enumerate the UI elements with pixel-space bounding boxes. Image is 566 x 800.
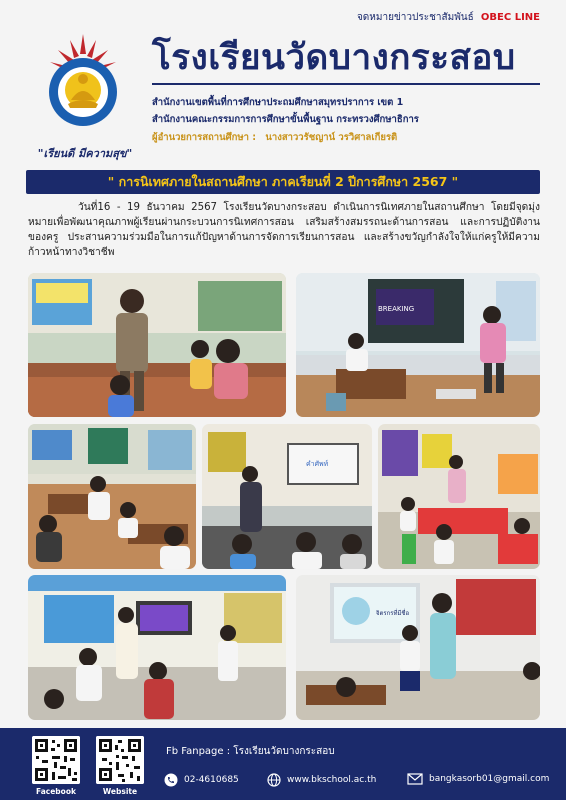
obec-line-brand: OBEC LINE [480,12,540,23]
title-divider [152,83,540,85]
photo-kindergarten-class [378,424,540,569]
office-line-2: สำนักงานคณะกรรมการการศึกษาขั้นพื้นฐาน กระทรวงศึกษาธิการ [152,114,419,125]
globe-icon [267,773,281,787]
photo-students-at-desks [28,424,196,569]
newsletter-label: จดหมายข่าวประชาสัมพันธ์ [356,12,474,23]
screen-text-vocab: คำศัพท์ [306,460,329,468]
website-url[interactable]: www.bkschool.ac.th [287,775,377,785]
photo-teacher-with-students [28,273,286,417]
facebook-qr-label: Facebook [36,787,76,796]
website-qr-code[interactable] [96,736,144,784]
facebook-fanpage: Fb Fanpage : โรงเรียนวัดบางกระสอบ [166,746,335,757]
photo-teacher-with-slide [296,575,540,720]
mail-icon [407,773,423,785]
article-title: " การนิเทศภายในสถานศึกษา ภาคเรียนที่ 2 ปีการศึกษา 2567 " [26,170,540,194]
screen-text-slide: จิตรกรที่มีชื่อ [376,610,410,617]
director-name: นางสาววรัชญาน์ วรวิศาลเกียรติ [265,132,398,143]
email-contact[interactable] [407,773,549,785]
website-contact[interactable] [267,773,376,787]
facebook-qr-code[interactable] [32,736,80,784]
phone-contact [164,773,239,787]
photo-classroom-screen [296,273,540,417]
screen-text-breaking: BREAKING [378,305,415,313]
email-address[interactable]: bangkasorb01@gmail.com [429,774,550,784]
article-body: วันที่16 - 19 ธันวาคม 2567 โรงเรียนวัดบางกระสอบ ดำเนินการนิเทศภายในสถานศึกษา โดยมีจุดมุ่งหมายเพื่อพัฒนาคุณภาพผู้เรียนผ่านกระบวนการนิเทศการสอน เสริมสร้างสมรรถนะด้านการสอน และการปฏิบัติงานของครู ประสานความร่วมมือในการแก้ปัญหาด้านการจัดการเรียนการสอน และสร้างขวัญกำลังใจให้แก่ครูให้มีความก้าวหน้าทางวิชาชีพ [28,202,540,258]
school-logo [38,32,128,130]
director-label: ผู้อำนวยการสถานศึกษา : [152,132,257,143]
newsletter-header-label [357,10,540,25]
photo-teacher-presenting [202,424,372,569]
phone-icon [164,773,178,787]
phone-number: 02-4610685 [184,775,239,785]
photo-teacher-at-board [28,575,286,720]
website-qr-label: Website [102,787,138,796]
school-motto: "เรียนดี มีความสุข" [37,147,133,160]
school-name-title: โรงเรียนวัดบางกระสอบ [152,38,516,78]
director-line [152,130,397,145]
office-line-1: สำนักงานเขตพื้นที่การศึกษาประถมศึกษาสมุทรปราการ เขต 1 [152,97,404,108]
